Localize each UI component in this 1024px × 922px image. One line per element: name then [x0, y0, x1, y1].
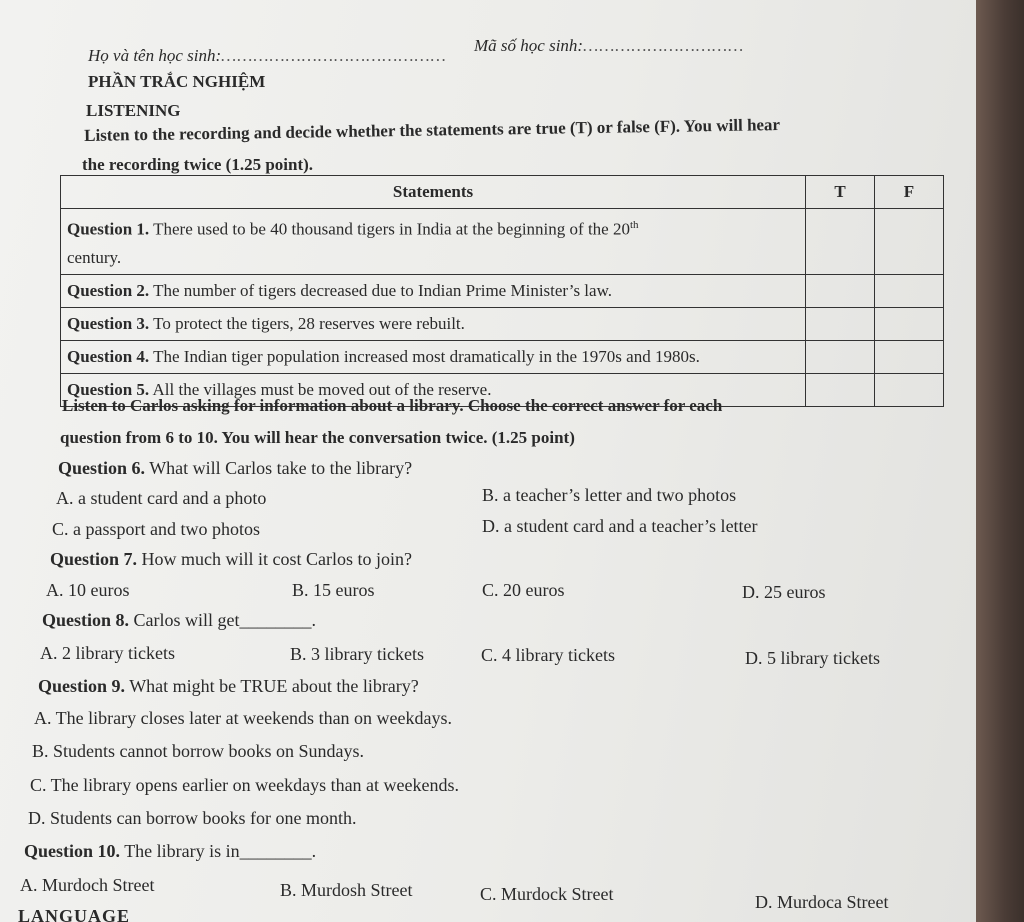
option-a[interactable]: A. 10 euros — [46, 580, 130, 600]
statement-text: The number of tigers decreased due to Indian Prime Minister’s law. — [149, 280, 612, 300]
question-number: Question 4. — [67, 346, 150, 366]
instruction-2-line-2: question from 6 to 10. You will hear the conversation twice. (1.25 point) — [60, 428, 575, 447]
option-a[interactable]: A. 2 library tickets — [40, 643, 175, 663]
question-text: How much will it cost Carlos to join? — [137, 549, 412, 569]
option-b[interactable]: B. a teacher’s letter and two photos — [482, 485, 737, 505]
table-surface — [976, 0, 1024, 922]
question-6 — [58, 458, 412, 479]
option-b[interactable]: B. 15 euros — [292, 580, 375, 600]
false-answer-cell[interactable] — [875, 340, 944, 373]
instruction-2-line-1: Listen to Carlos asking for information about a library. Choose the correct answer for each — [62, 396, 723, 415]
option-d[interactable]: D. 25 euros — [742, 582, 826, 602]
option-d[interactable]: D. 5 library tickets — [745, 648, 880, 668]
question-number: Question 3. — [67, 313, 150, 333]
answer-blank: ________ — [239, 610, 312, 630]
statement-text: The Indian tiger population increased most dramatically in the 1970s and 1980s. — [149, 346, 700, 366]
option-c[interactable]: C. Murdock Street — [480, 884, 614, 904]
question-text: What might be TRUE about the library? — [125, 676, 419, 696]
ordinal-suffix: th — [629, 219, 639, 231]
table-row — [61, 307, 944, 340]
table-header-row — [61, 176, 944, 209]
question-number: Question 9. — [38, 676, 126, 696]
student-id-dots: ………………………… — [583, 36, 745, 55]
option-b[interactable]: B. Murdosh Street — [280, 880, 413, 900]
option-d[interactable]: D. Murdoca Street — [755, 892, 889, 912]
student-id-field — [474, 36, 744, 56]
false-answer-cell[interactable] — [875, 209, 944, 275]
sentence-end: . — [311, 610, 317, 630]
answer-blank: ________ — [239, 841, 312, 861]
student-name-label: Họ và tên học sinh: — [88, 46, 222, 65]
option-b[interactable]: B. 3 library tickets — [290, 644, 424, 664]
option-b[interactable]: B. Students cannot borrow books on Sundays. — [32, 741, 364, 761]
next-section-heading: LANGUAGE — [18, 906, 131, 922]
listening-heading: LISTENING — [86, 101, 181, 120]
question-10 — [24, 841, 316, 862]
question-number: Question 6. — [58, 458, 146, 478]
true-answer-cell[interactable] — [806, 307, 875, 340]
false-answer-cell[interactable] — [875, 307, 944, 340]
instruction-1-line-1: Listen to the recording and decide whether the statements are true (T) or false (F). You will hear — [84, 115, 781, 145]
true-answer-cell[interactable] — [806, 340, 875, 373]
statement-continuation: century. — [67, 247, 122, 267]
option-d[interactable]: D. Students can borrow books for one month. — [28, 808, 357, 828]
sentence-end: . — [311, 841, 317, 861]
question-text: What will Carlos take to the library? — [145, 458, 413, 478]
option-c[interactable]: C. a passport and two photos — [52, 519, 260, 539]
question-7 — [50, 549, 412, 570]
false-answer-cell[interactable] — [875, 373, 944, 406]
table-row — [61, 340, 944, 373]
option-c[interactable]: C. 20 euros — [482, 580, 565, 600]
option-c[interactable]: C. The library opens earlier on weekdays than at weekends. — [30, 775, 460, 795]
statement-text: There used to be 40 thousand tigers in India at the beginning of the 20 — [149, 219, 630, 239]
question-number: Question 2. — [67, 280, 150, 300]
question-text: Carlos will get — [129, 610, 240, 630]
option-c[interactable]: C. 4 library tickets — [481, 645, 615, 665]
statement-cell — [61, 209, 806, 275]
false-header: F — [875, 176, 944, 209]
true-answer-cell[interactable] — [806, 274, 875, 307]
statement-text: All the villages must be moved out of the reserve. — [149, 379, 492, 399]
question-number: Question 10. — [24, 841, 121, 861]
question-number: Question 7. — [50, 549, 138, 569]
question-text: The library is in — [120, 841, 240, 861]
question-number: Question 8. — [42, 610, 130, 630]
question-number: Question 5. — [67, 379, 150, 399]
option-a[interactable]: A. The library closes later at weekends than on weekdays. — [34, 708, 453, 728]
instruction-1-line-2: the recording twice (1.25 point). — [82, 155, 314, 174]
option-d[interactable]: D. a student card and a teacher’s letter — [482, 516, 758, 536]
question-9 — [38, 676, 419, 697]
false-answer-cell[interactable] — [875, 274, 944, 307]
section-title: PHẦN TRẮC NGHIỆM — [88, 72, 266, 91]
question-8 — [42, 610, 316, 631]
option-a[interactable]: A. Murdoch Street — [20, 875, 155, 895]
table-row — [61, 209, 944, 275]
student-id-label: Mã số học sinh: — [474, 36, 584, 55]
statement-cell — [61, 307, 806, 340]
true-answer-cell[interactable] — [806, 209, 875, 275]
table-row — [61, 274, 944, 307]
statements-table — [60, 175, 944, 407]
statement-cell — [61, 340, 806, 373]
statement-text: To protect the tigers, 28 reserves were rebuilt. — [149, 313, 465, 333]
statements-header: Statements — [61, 176, 806, 209]
student-name-dots: …………………………………… — [221, 46, 447, 65]
option-a[interactable]: A. a student card and a photo — [56, 488, 267, 508]
statement-cell — [61, 274, 806, 307]
true-header: T — [806, 176, 875, 209]
student-name-field — [88, 46, 447, 66]
true-answer-cell[interactable] — [806, 373, 875, 406]
question-number: Question 1. — [67, 219, 150, 239]
